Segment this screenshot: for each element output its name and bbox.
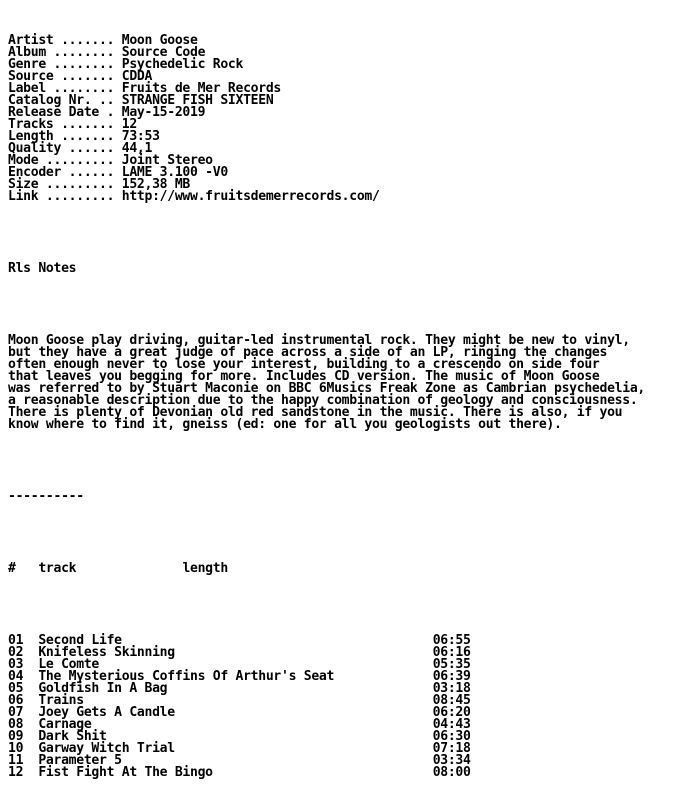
blank-line <box>8 227 645 239</box>
info-key: Label <box>8 81 46 96</box>
info-key: Size <box>8 177 39 192</box>
track-number: 01 <box>8 633 24 648</box>
info-value: May-15-2019 <box>121 105 206 120</box>
info-dots: ...... <box>61 141 122 156</box>
info-dots: ...... <box>61 165 122 180</box>
track-title: Parameter 5 <box>38 753 122 768</box>
track-number: 07 <box>8 705 24 720</box>
info-dots: ........ <box>45 45 122 60</box>
track-title: Dark Shit <box>38 729 107 744</box>
info-value: http://www.fruitsdemerrecords.com/ <box>121 189 380 204</box>
info-key: Quality <box>8 141 62 156</box>
info-key: Source <box>8 69 54 84</box>
info-value: LAME 3.100 -V0 <box>121 165 228 180</box>
info-key: Genre <box>8 57 46 72</box>
track-title: Fist Fight At The Bingo <box>38 765 213 780</box>
notes-line: that leaves you begging for more. Includes CD version. The music of Moon Goose <box>8 369 600 384</box>
track-title: Le Comte <box>38 657 100 672</box>
track-length: 08:45 <box>432 693 471 708</box>
track-length: 06:55 <box>432 633 471 648</box>
notes-heading: Rls Notes <box>8 261 77 276</box>
track-number: 08 <box>8 717 24 732</box>
info-key: Link <box>8 189 39 204</box>
track-number: 12 <box>8 765 24 780</box>
tracklist-header <box>8 563 645 575</box>
info-dots: ......... <box>38 153 122 168</box>
info-key: Mode <box>8 153 39 168</box>
track-length: 06:16 <box>432 645 471 660</box>
notes-line: but they have a great judge of pace across a side of an LP, ringing the changes <box>8 345 608 360</box>
header-length: length <box>182 561 228 576</box>
info-dots: ........ <box>45 57 122 72</box>
track-row <box>8 767 645 779</box>
track-title: Knifeless Skinning <box>38 645 175 660</box>
notes-line: a reasonable description due to the happy combination of geology and consciousness. <box>8 393 638 408</box>
track-length: 03:18 <box>432 681 471 696</box>
info-key: Catalog Nr. <box>8 93 92 108</box>
notes-line: Moon Goose play driving, guitar-led instrumental rock. They might be new to vinyl, <box>8 333 630 348</box>
info-dots: ....... <box>53 129 122 144</box>
track-length: 07:18 <box>432 741 471 756</box>
track-length: 04:43 <box>432 717 471 732</box>
separator-line: ---------- <box>8 489 84 504</box>
track-length: 06:20 <box>432 705 471 720</box>
track-number: 09 <box>8 729 24 744</box>
info-dots: ....... <box>53 69 122 84</box>
info-value: 44,1 <box>121 141 153 156</box>
track-number: 05 <box>8 681 24 696</box>
header-num: # <box>8 561 16 576</box>
track-length: 06:39 <box>432 669 471 684</box>
track-title: Trains <box>38 693 84 708</box>
track-number: 02 <box>8 645 24 660</box>
info-dots: . <box>99 105 122 120</box>
info-dots: ....... <box>53 117 122 132</box>
track-title: Second Life <box>38 633 122 648</box>
notes-line: There is plenty of Devonian old red sandstone in the music. There is also, if you <box>8 405 623 420</box>
info-key: Tracks <box>8 117 54 132</box>
header-track: track <box>38 561 77 576</box>
info-value: Moon Goose <box>121 33 198 48</box>
blank-line <box>8 299 645 311</box>
track-number: 03 <box>8 657 24 672</box>
info-key: Artist <box>8 33 54 48</box>
info-dots: ....... <box>53 33 122 48</box>
track-title: Goldfish In A Bag <box>38 681 168 696</box>
notes-line: often enough never to lose your interest, building to a crescendo on side four <box>8 357 600 372</box>
blank-line <box>8 455 645 467</box>
info-row <box>8 191 645 203</box>
info-value: 152,38 MB <box>121 177 191 192</box>
info-dots: ......... <box>38 177 122 192</box>
info-key: Album <box>8 45 46 60</box>
info-key: Length <box>8 129 54 144</box>
notes-line: know where to find it, gneiss (ed: one for all you geologists out there). <box>8 417 562 432</box>
track-number: 11 <box>8 753 24 768</box>
track-number: 10 <box>8 741 24 756</box>
info-dots: .. <box>91 93 122 108</box>
info-key: Release Date <box>8 105 99 120</box>
blank-line <box>8 527 645 539</box>
track-title: Carnage <box>38 717 92 732</box>
track-number: 06 <box>8 693 24 708</box>
track-title: Garway Witch Trial <box>38 741 175 756</box>
tracklist-block <box>8 635 645 779</box>
info-key: Encoder <box>8 165 62 180</box>
release-info-block <box>8 35 645 203</box>
info-dots: ......... <box>38 189 122 204</box>
track-padding <box>213 765 433 780</box>
track-length: 08:00 <box>432 765 471 780</box>
track-title: The Mysterious Coffins Of Arthur's Seat <box>38 669 335 684</box>
info-value: 73:53 <box>121 129 160 144</box>
notes-line: was referred to by Stuart Maconie on BBC 6Musics Freak Zone as Cambrian psychedelia, <box>8 381 645 396</box>
info-value: Source Code <box>121 45 206 60</box>
info-value: Joint Stereo <box>121 153 213 168</box>
info-value: STRANGE FISH SIXTEEN <box>121 93 274 108</box>
track-length: 03:34 <box>432 753 471 768</box>
info-value: Psychedelic Rock <box>121 57 244 72</box>
info-value: CDDA <box>121 69 153 84</box>
track-title: Joey Gets A Candle <box>38 705 175 720</box>
track-length: 06:30 <box>432 729 471 744</box>
release-notes-block <box>8 335 645 431</box>
track-number: 04 <box>8 669 24 684</box>
track-length: 05:35 <box>432 657 471 672</box>
blank-line <box>8 599 645 611</box>
info-value: 12 <box>121 117 137 132</box>
nfo-document <box>8 11 645 791</box>
info-value: Fruits de Mer Records <box>121 81 282 96</box>
info-dots: ........ <box>45 81 122 96</box>
